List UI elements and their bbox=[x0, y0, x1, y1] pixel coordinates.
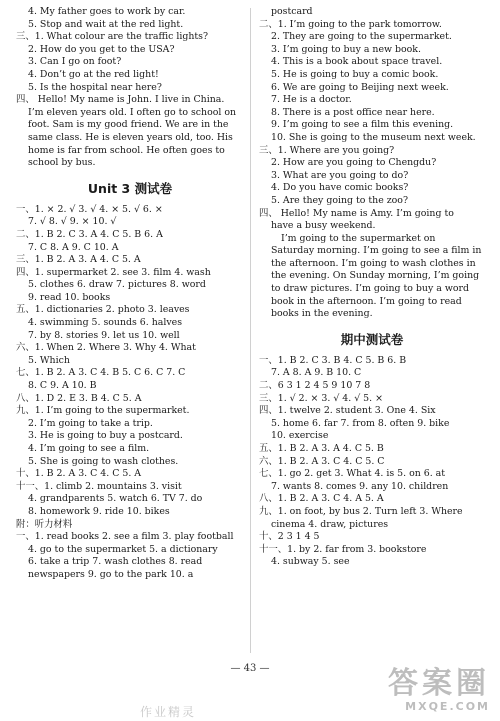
answer-line: 5. She is going to wash clothes. bbox=[28, 455, 179, 467]
answer-line: foot. Sam is my good friend. We are in the bbox=[28, 119, 229, 131]
answer-line: 7. He is a doctor. bbox=[271, 94, 352, 106]
answer-line: 九、1. on foot, by bus 2. Turn left 3. Where bbox=[259, 505, 463, 517]
watermark-title: 答案圈 bbox=[388, 666, 490, 701]
answer-line: Saturday morning. I’m going to see a film in bbox=[271, 245, 482, 257]
answer-line: 七、1. B 2. A 3. C 4. B 5. C 6. C 7. C bbox=[16, 367, 186, 379]
answer-line: home is far from school. He often goes to bbox=[28, 144, 225, 156]
answer-line: school by bus. bbox=[28, 157, 96, 169]
answer-line: 4. I’m going to see a film. bbox=[28, 443, 150, 454]
answer-line: 十、1. B 2. A 3. C 4. C 5. A bbox=[16, 468, 142, 480]
answer-line: the afternoon. I’m going to wash clothes in bbox=[271, 257, 476, 269]
answer-line: 六、1. When 2. Where 3. Why 4. What bbox=[16, 342, 196, 354]
answer-line: 二、1. I’m going to the park tomorrow. bbox=[259, 18, 442, 30]
page-number: — 43 — bbox=[230, 663, 270, 674]
answer-line: 7. by 8. stories 9. let us 10. well bbox=[28, 329, 180, 341]
answer-line: 4. swimming 5. sounds 6. halves bbox=[28, 317, 183, 329]
answer-line: 7. wants 8. comes 9. any 10. children bbox=[271, 480, 449, 492]
answer-line: 一、1. read books 2. see a film 3. play football bbox=[16, 531, 234, 543]
answer-line: newspapers 9. go to the park 10. a bbox=[28, 568, 194, 580]
answer-line: 四、 Hello! My name is John. I live in China. bbox=[16, 94, 225, 106]
answer-line: I’m going to the supermarket on bbox=[281, 232, 436, 244]
watermark-url: MXQE.COM bbox=[405, 700, 490, 713]
answer-line: 十一、1. climb 2. mountains 3. visit bbox=[16, 480, 182, 492]
column-divider bbox=[250, 8, 251, 653]
answer-line: 8. homework 9. ride 10. bikes bbox=[28, 505, 170, 517]
answer-line: 10. She is going to the museum next week. bbox=[271, 131, 476, 143]
answer-line: 5. Stop and wait at the red light. bbox=[28, 18, 184, 30]
answer-line: 6. We are going to Beijing next week. bbox=[271, 81, 449, 93]
answer-line: 5. He is going to buy a comic book. bbox=[271, 68, 439, 80]
answer-line: 9. I’m going to see a film this evening. bbox=[271, 119, 454, 131]
answer-line: 2. How do you get to the USA? bbox=[28, 43, 175, 55]
answer-line: 三、1. Where are you going? bbox=[259, 144, 395, 156]
answer-line: 三、1. √ 2. × 3. √ 4. √ 5. × bbox=[259, 392, 383, 404]
answer-line: 八、1. B 2. A 3. C 4. A 5. A bbox=[259, 493, 384, 505]
answer-line: 8. C 9. A 10. B bbox=[28, 380, 97, 392]
faded-stamp: 作业精灵 bbox=[140, 705, 197, 719]
answer-line: book in the afternoon. I’m going to read bbox=[271, 295, 462, 307]
answer-line: 2. How are you going to Chengdu? bbox=[271, 157, 437, 169]
answer-line: 六、1. B 2. A 3. C 4. C 5. C bbox=[259, 455, 385, 467]
answer-line: 3. What are you going to do? bbox=[271, 169, 409, 181]
answer-line: to draw pictures. I’m going to buy a word bbox=[271, 283, 469, 295]
answer-line: 三、1. B 2. A 3. A 4. C 5. A bbox=[16, 254, 141, 266]
answer-line: 6. take a trip 7. wash clothes 8. read bbox=[28, 556, 203, 568]
answer-line: 附：听力材料 bbox=[16, 518, 73, 530]
answer-line: postcard bbox=[271, 6, 313, 17]
answer-line: 八、1. D 2. E 3. B 4. C 5. A bbox=[16, 392, 142, 404]
answer-line: 5. Which bbox=[28, 354, 70, 366]
answer-line: books in the evening. bbox=[271, 308, 373, 320]
right-column bbox=[259, 6, 485, 569]
answer-line: 九、1. I’m going to the supermarket. bbox=[16, 405, 190, 417]
answer-line: I’m eleven years old. I often go to school on bbox=[28, 106, 237, 118]
answer-line: 七、1. go 2. get 3. What 4. is 5. on 6. at bbox=[259, 468, 446, 480]
answer-line: 10. exercise bbox=[271, 430, 329, 442]
answer-line: 3. He is going to buy a postcard. bbox=[28, 430, 183, 442]
answer-line: 4. go to the supermarket 5. a dictionary bbox=[28, 543, 218, 555]
answer-line: 2. They are going to the supermarket. bbox=[271, 31, 452, 43]
answer-line: 4. Don’t go at the red light! bbox=[28, 68, 159, 80]
watermark-logo bbox=[388, 668, 490, 713]
answer-line: 7. A 8. A 9. B 10. C bbox=[271, 367, 362, 379]
answer-line: 十一、1. by 2. far from 3. bookstore bbox=[259, 543, 427, 555]
answer-line: 4. This is a book about space travel. bbox=[271, 56, 443, 68]
answer-line: 4. subway 5. see bbox=[271, 556, 350, 568]
answer-line: 7. C 8. A 9. C 10. A bbox=[28, 241, 119, 253]
answer-line: the evening. On Sunday morning, I’m going bbox=[271, 270, 480, 282]
answer-line: 二、6 3 1 2 4 5 9 10 7 8 bbox=[259, 380, 371, 392]
answer-line: 5. clothes 6. draw 7. pictures 8. word bbox=[28, 279, 206, 291]
answer-line: 7. √ 8. √ 9. × 10. √ bbox=[28, 216, 117, 228]
answer-line: 3. I’m going to buy a new book. bbox=[271, 43, 421, 55]
answer-line: 一、1. B 2. C 3. B 4. C 5. B 6. B bbox=[259, 354, 407, 366]
answer-line: 9. read 10. books bbox=[28, 291, 111, 303]
answer-line: 4. grandparents 5. watch 6. TV 7. do bbox=[28, 493, 203, 505]
answer-line: same class. He is eleven years old, too. His bbox=[28, 131, 233, 143]
answer-line: 5. Is the hospital near here? bbox=[28, 81, 162, 93]
answer-line: cinema 4. draw, pictures bbox=[271, 518, 389, 530]
answer-line: 三、1. What colour are the traffic lights? bbox=[16, 31, 209, 43]
answer-line: 5. Are they going to the zoo? bbox=[271, 194, 408, 206]
answer-line: 五、1. B 2. A 3. A 4. C 5. B bbox=[259, 443, 384, 454]
answer-line: 5. home 6. far 7. from 8. often 9. bike bbox=[271, 417, 450, 429]
section-title: Unit 3 测试卷 bbox=[87, 180, 173, 196]
answer-line: 4. My father goes to work by car. bbox=[28, 6, 186, 17]
answer-line: 4. Do you have comic books? bbox=[271, 182, 409, 194]
answer-line: 3. Can I go on foot? bbox=[28, 56, 122, 68]
answer-line: 五、1. dictionaries 2. photo 3. leaves bbox=[16, 304, 190, 316]
answer-line: 8. There is a post office near here. bbox=[271, 106, 435, 118]
answer-line: 二、1. B 2. C 3. A 4. C 5. B 6. A bbox=[16, 228, 163, 240]
answer-line: 2. I’m going to take a trip. bbox=[28, 417, 153, 429]
section-title: 期中测试卷 bbox=[340, 331, 404, 347]
left-column bbox=[16, 6, 244, 582]
answer-line: 一、1. × 2. √ 3. √ 4. × 5. √ 6. × bbox=[16, 203, 163, 215]
answer-line: 四、1. supermarket 2. see 3. film 4. wash bbox=[16, 266, 211, 278]
answer-line: 四、 Hello! My name is Amy. I’m going to bbox=[259, 207, 454, 219]
answer-line: have a busy weekend. bbox=[271, 220, 376, 232]
answer-line: 十、2 3 1 4 5 bbox=[259, 531, 320, 543]
answer-line: 四、1. twelve 2. student 3. One 4. Six bbox=[259, 405, 436, 417]
